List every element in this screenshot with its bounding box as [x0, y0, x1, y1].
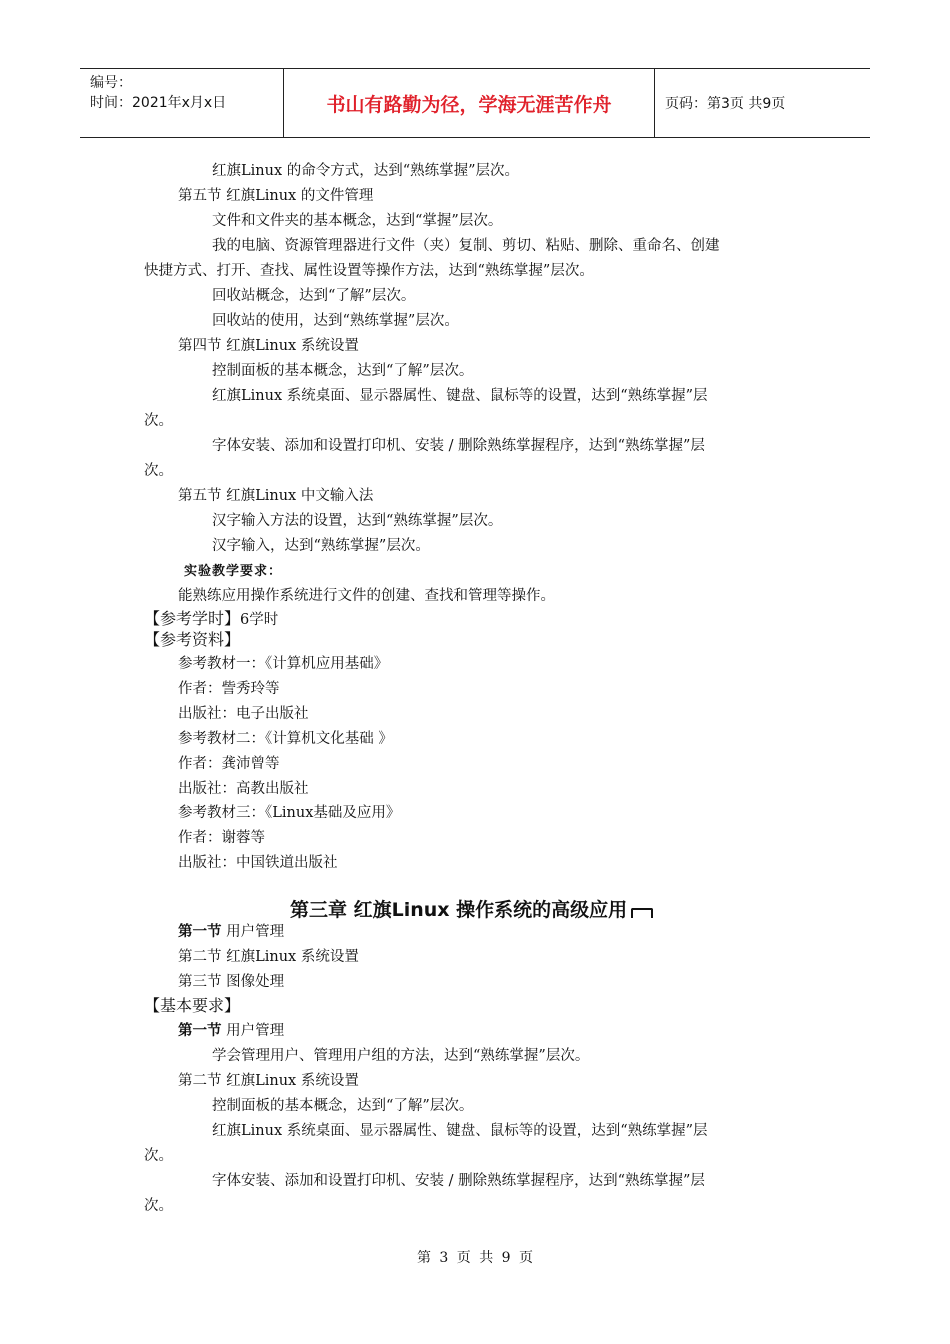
- body-line: 字体安装、添加和设置打印机、安装 / 删除熟练掌握程序，达到“熟练掌握”层: [212, 438, 705, 454]
- reference-publisher: 出版社：高教出版社: [178, 781, 309, 797]
- reference-book: 参考教材一：《计算机应用基础》: [178, 656, 389, 672]
- section-number: 第一节: [178, 1022, 222, 1039]
- body-line: 回收站的使用，达到“熟练掌握”层次。: [212, 313, 459, 329]
- reference-book: 参考教材三：《Linux基础及应用》: [178, 805, 401, 821]
- body-line: 次。: [144, 463, 173, 479]
- header-motto: 书山有路勤为径，学海无涯苦作舟: [326, 93, 612, 116]
- section-heading: 第二节 红旗Linux 系统设置: [178, 1073, 359, 1089]
- body-line: 控制面板的基本概念，达到“了解”层次。: [212, 363, 474, 379]
- body-line: 能熟练应用操作系统进行文件的创建、查找和管理等操作。: [178, 588, 555, 604]
- body-line: 汉字输入方法的设置，达到“熟练掌握”层次。: [212, 513, 503, 529]
- body-line: 次。: [144, 1198, 173, 1214]
- reference-author: 作者：龚沛曾等: [178, 756, 280, 772]
- body-line: 控制面板的基本概念，达到“了解”层次。: [212, 1098, 474, 1114]
- body-line: 文件和文件夹的基本概念，达到“掌握”层次。: [212, 213, 503, 229]
- header-motto-cell: [283, 69, 655, 137]
- section-heading: [178, 1021, 284, 1041]
- chapter-title-text: 第三章 红旗Linux 操作系统的高级应用: [290, 899, 628, 921]
- reference-publisher: 出版社：中国铁道出版社: [178, 855, 338, 871]
- page-footer: 第 3 页 共 9 页: [416, 1250, 534, 1266]
- reference-hours-value: 6学时: [240, 612, 279, 628]
- toc-line: [178, 922, 284, 942]
- section-title: 用户管理: [226, 1023, 285, 1039]
- toc-section-title: 用户管理: [226, 924, 285, 940]
- body-line: 学会管理用户、管理用户组的方法，达到“熟练掌握”层次。: [212, 1048, 590, 1064]
- toc-line: 第二节 红旗Linux 系统设置: [178, 949, 359, 965]
- section-heading: 第五节 红旗Linux 中文输入法: [178, 488, 374, 504]
- body-line: 次。: [144, 413, 173, 429]
- reference-hours-heading: 【参考学时】: [144, 609, 241, 628]
- document-date: 时间：2021年x月x日: [90, 95, 227, 111]
- header-page-info: 页码：第3页 共9页: [665, 96, 786, 112]
- reference-book: 参考教材二：《计算机文化基础 》: [178, 731, 393, 747]
- document-number-label: 编号：: [90, 75, 132, 91]
- body-line: 快捷方式、打开、查找、属性设置等操作方法，达到“熟练掌握”层次。: [144, 263, 594, 279]
- toc-line: 第三节 图像处理: [178, 974, 285, 990]
- reference-author: 作者：訾秀玲等: [178, 681, 280, 697]
- body-line: 回收站概念，达到“了解”层次。: [212, 288, 416, 304]
- body-line: 汉字输入，达到“熟练掌握”层次。: [212, 538, 430, 554]
- section-heading: 第五节 红旗Linux 的文件管理: [178, 188, 374, 204]
- body-line: 我的电脑、资源管理器进行文件（夹）复制、剪切、粘贴、删除、重命名、创建: [212, 238, 720, 254]
- basic-requirements-heading: 【基本要求】: [144, 996, 241, 1015]
- body-line: 红旗Linux 系统桌面、显示器属性、键盘、鼠标等的设置，达到“熟练掌握”层: [212, 1123, 708, 1139]
- chapter-title: [290, 895, 653, 922]
- reference-hours-row: [144, 609, 278, 630]
- bookmark-icon: [631, 908, 653, 918]
- toc-section-number: 第一节: [178, 923, 222, 940]
- body-line: 红旗Linux 的命令方式，达到“熟练掌握”层次。: [212, 163, 520, 179]
- body-line: 次。: [144, 1148, 173, 1164]
- body-line: 红旗Linux 系统桌面、显示器属性、键盘、鼠标等的设置，达到“熟练掌握”层: [212, 388, 708, 404]
- body-line: 字体安装、添加和设置打印机、安装 / 删除熟练掌握程序，达到“熟练掌握”层: [212, 1173, 705, 1189]
- lab-requirements-heading: 实验教学要求：: [184, 564, 283, 579]
- reference-publisher: 出版社：电子出版社: [178, 706, 309, 722]
- reference-author: 作者：谢蓉等: [178, 830, 265, 846]
- page-header: [80, 68, 870, 138]
- section-heading: 第四节 红旗Linux 系统设置: [178, 338, 359, 354]
- header-meta: [80, 69, 283, 137]
- reference-materials-heading: 【参考资料】: [144, 630, 241, 649]
